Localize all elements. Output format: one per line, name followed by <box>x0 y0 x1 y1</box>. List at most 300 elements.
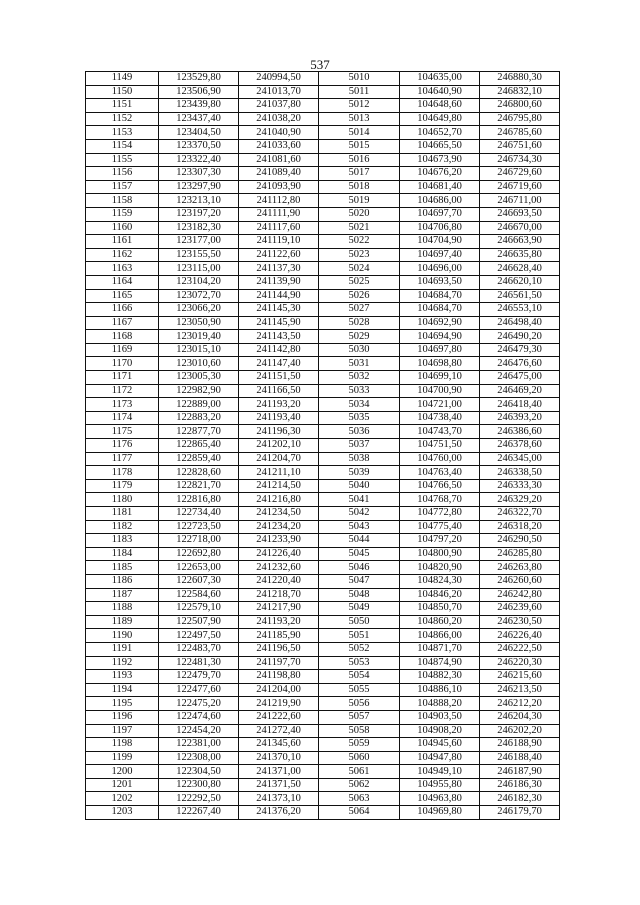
cell-point-number: 1190 <box>86 629 159 643</box>
cell-y-coordinate: 241197,70 <box>239 656 319 670</box>
table-row <box>86 615 560 629</box>
cell-y-coordinate: 241033,60 <box>239 139 319 153</box>
cell-point-number: 1199 <box>86 751 159 765</box>
table-row <box>86 126 560 140</box>
cell-y-coordinate-2: 246378,60 <box>480 439 560 453</box>
cell-point-number-2: 5035 <box>319 411 400 425</box>
cell-x-coordinate: 123322,40 <box>159 153 239 167</box>
table-row <box>86 275 560 289</box>
cell-point-number: 1189 <box>86 615 159 629</box>
cell-x-coordinate-2: 104648,60 <box>400 99 480 113</box>
table-row <box>86 629 560 643</box>
cell-x-coordinate-2: 104696,00 <box>400 262 480 276</box>
cell-x-coordinate-2: 104676,20 <box>400 167 480 181</box>
cell-y-coordinate: 241166,50 <box>239 384 319 398</box>
table-row <box>86 588 560 602</box>
cell-y-coordinate-2: 246418,40 <box>480 398 560 412</box>
cell-x-coordinate: 123015,10 <box>159 343 239 357</box>
cell-point-number: 1170 <box>86 357 159 371</box>
cell-point-number: 1172 <box>86 384 159 398</box>
cell-y-coordinate-2: 246260,60 <box>480 574 560 588</box>
cell-x-coordinate-2: 104704,90 <box>400 235 480 249</box>
table-row <box>86 765 560 779</box>
cell-point-number-2: 5063 <box>319 792 400 806</box>
cell-point-number: 1168 <box>86 330 159 344</box>
cell-x-coordinate: 122828,60 <box>159 466 239 480</box>
cell-y-coordinate-2: 246187,90 <box>480 765 560 779</box>
cell-point-number: 1162 <box>86 248 159 262</box>
cell-x-coordinate: 122859,40 <box>159 452 239 466</box>
cell-x-coordinate-2: 104850,70 <box>400 602 480 616</box>
table-row <box>86 724 560 738</box>
table-row <box>86 99 560 113</box>
cell-x-coordinate-2: 104665,50 <box>400 139 480 153</box>
cell-point-number-2: 5042 <box>319 507 400 521</box>
cell-x-coordinate-2: 104673,90 <box>400 153 480 167</box>
cell-y-coordinate: 241196,50 <box>239 642 319 656</box>
cell-x-coordinate: 122579,10 <box>159 602 239 616</box>
cell-point-number-2: 5022 <box>319 235 400 249</box>
coordinates-table-body <box>86 72 560 820</box>
cell-x-coordinate-2: 104860,20 <box>400 615 480 629</box>
cell-y-coordinate-2: 246188,90 <box>480 738 560 752</box>
cell-x-coordinate-2: 104684,70 <box>400 289 480 303</box>
table-row <box>86 330 560 344</box>
cell-y-coordinate: 241370,10 <box>239 751 319 765</box>
table-row <box>86 642 560 656</box>
cell-y-coordinate: 241216,80 <box>239 493 319 507</box>
cell-y-coordinate-2: 246719,60 <box>480 180 560 194</box>
cell-y-coordinate-2: 246338,50 <box>480 466 560 480</box>
cell-y-coordinate-2: 246333,30 <box>480 479 560 493</box>
cell-x-coordinate-2: 104681,40 <box>400 180 480 194</box>
cell-y-coordinate-2: 246751,60 <box>480 139 560 153</box>
cell-point-number: 1151 <box>86 99 159 113</box>
cell-y-coordinate-2: 246729,60 <box>480 167 560 181</box>
cell-y-coordinate-2: 246498,40 <box>480 316 560 330</box>
cell-x-coordinate-2: 104692,90 <box>400 316 480 330</box>
table-row <box>86 507 560 521</box>
table-row <box>86 371 560 385</box>
cell-y-coordinate: 241371,00 <box>239 765 319 779</box>
cell-x-coordinate: 123213,10 <box>159 194 239 208</box>
cell-y-coordinate-2: 246795,80 <box>480 112 560 126</box>
cell-x-coordinate-2: 104694,90 <box>400 330 480 344</box>
cell-x-coordinate: 122821,70 <box>159 479 239 493</box>
cell-x-coordinate: 123155,50 <box>159 248 239 262</box>
cell-x-coordinate-2: 104697,80 <box>400 343 480 357</box>
cell-x-coordinate: 122475,20 <box>159 697 239 711</box>
cell-y-coordinate-2: 246188,40 <box>480 751 560 765</box>
cell-point-number-2: 5014 <box>319 126 400 140</box>
table-row <box>86 574 560 588</box>
table-row <box>86 207 560 221</box>
cell-point-number-2: 5044 <box>319 534 400 548</box>
cell-point-number-2: 5017 <box>319 167 400 181</box>
table-row <box>86 806 560 820</box>
cell-x-coordinate: 123115,00 <box>159 262 239 276</box>
cell-point-number-2: 5050 <box>319 615 400 629</box>
cell-point-number: 1166 <box>86 303 159 317</box>
table-row <box>86 180 560 194</box>
cell-y-coordinate: 241185,90 <box>239 629 319 643</box>
cell-y-coordinate-2: 246230,50 <box>480 615 560 629</box>
cell-x-coordinate-2: 104698,80 <box>400 357 480 371</box>
cell-y-coordinate: 241226,40 <box>239 547 319 561</box>
cell-point-number-2: 5015 <box>319 139 400 153</box>
cell-x-coordinate: 122982,90 <box>159 384 239 398</box>
cell-y-coordinate-2: 246290,50 <box>480 534 560 548</box>
cell-y-coordinate: 241217,90 <box>239 602 319 616</box>
cell-x-coordinate-2: 104751,50 <box>400 439 480 453</box>
cell-x-coordinate: 123529,80 <box>159 72 239 86</box>
cell-x-coordinate: 122816,80 <box>159 493 239 507</box>
cell-y-coordinate-2: 246322,70 <box>480 507 560 521</box>
cell-point-number: 1175 <box>86 425 159 439</box>
cell-point-number-2: 5057 <box>319 710 400 724</box>
cell-point-number-2: 5025 <box>319 275 400 289</box>
cell-y-coordinate: 241371,50 <box>239 778 319 792</box>
cell-point-number: 1150 <box>86 85 159 99</box>
cell-point-number: 1173 <box>86 398 159 412</box>
table-row <box>86 221 560 235</box>
cell-y-coordinate: 241220,40 <box>239 574 319 588</box>
cell-x-coordinate: 122865,40 <box>159 439 239 453</box>
cell-x-coordinate-2: 104866,00 <box>400 629 480 643</box>
cell-x-coordinate: 122607,30 <box>159 574 239 588</box>
cell-x-coordinate: 122292,50 <box>159 792 239 806</box>
cell-x-coordinate: 122497,50 <box>159 629 239 643</box>
cell-y-coordinate: 241142,80 <box>239 343 319 357</box>
cell-x-coordinate: 123182,30 <box>159 221 239 235</box>
cell-x-coordinate-2: 104640,90 <box>400 85 480 99</box>
cell-x-coordinate-2: 104760,00 <box>400 452 480 466</box>
cell-x-coordinate: 122692,80 <box>159 547 239 561</box>
table-row <box>86 493 560 507</box>
table-row <box>86 738 560 752</box>
table-row <box>86 452 560 466</box>
cell-y-coordinate-2: 246204,30 <box>480 710 560 724</box>
cell-point-number-2: 5045 <box>319 547 400 561</box>
cell-x-coordinate-2: 104969,80 <box>400 806 480 820</box>
cell-x-coordinate-2: 104882,30 <box>400 670 480 684</box>
cell-y-coordinate: 241144,90 <box>239 289 319 303</box>
cell-y-coordinate-2: 246222,50 <box>480 642 560 656</box>
cell-x-coordinate-2: 104903,50 <box>400 710 480 724</box>
cell-point-number-2: 5049 <box>319 602 400 616</box>
cell-x-coordinate: 122304,50 <box>159 765 239 779</box>
cell-point-number: 1156 <box>86 167 159 181</box>
cell-y-coordinate-2: 246635,80 <box>480 248 560 262</box>
cell-point-number-2: 5033 <box>319 384 400 398</box>
cell-point-number: 1182 <box>86 520 159 534</box>
cell-point-number-2: 5020 <box>319 207 400 221</box>
table-row <box>86 262 560 276</box>
cell-x-coordinate: 123307,30 <box>159 167 239 181</box>
table-row <box>86 778 560 792</box>
cell-x-coordinate-2: 104888,20 <box>400 697 480 711</box>
cell-y-coordinate-2: 246393,20 <box>480 411 560 425</box>
cell-x-coordinate: 122477,60 <box>159 683 239 697</box>
cell-point-number: 1196 <box>86 710 159 724</box>
cell-x-coordinate: 122267,40 <box>159 806 239 820</box>
cell-y-coordinate: 241272,40 <box>239 724 319 738</box>
table-row <box>86 289 560 303</box>
table-row <box>86 710 560 724</box>
cell-x-coordinate: 122300,80 <box>159 778 239 792</box>
cell-point-number: 1160 <box>86 221 159 235</box>
cell-y-coordinate-2: 246179,70 <box>480 806 560 820</box>
cell-x-coordinate-2: 104697,40 <box>400 248 480 262</box>
cell-point-number-2: 5061 <box>319 765 400 779</box>
table-row <box>86 398 560 412</box>
cell-point-number-2: 5012 <box>319 99 400 113</box>
cell-y-coordinate-2: 246734,30 <box>480 153 560 167</box>
cell-y-coordinate-2: 246832,10 <box>480 85 560 99</box>
cell-y-coordinate-2: 246561,50 <box>480 289 560 303</box>
table-row <box>86 466 560 480</box>
cell-point-number-2: 5053 <box>319 656 400 670</box>
cell-x-coordinate-2: 104738,40 <box>400 411 480 425</box>
cell-y-coordinate: 241373,10 <box>239 792 319 806</box>
cell-point-number: 1167 <box>86 316 159 330</box>
cell-point-number: 1158 <box>86 194 159 208</box>
cell-y-coordinate: 241211,10 <box>239 466 319 480</box>
cell-y-coordinate: 241234,50 <box>239 507 319 521</box>
cell-point-number: 1198 <box>86 738 159 752</box>
cell-x-coordinate: 122723,50 <box>159 520 239 534</box>
cell-point-number-2: 5026 <box>319 289 400 303</box>
page-number: 537 <box>310 57 330 72</box>
cell-point-number-2: 5043 <box>319 520 400 534</box>
cell-x-coordinate: 123072,70 <box>159 289 239 303</box>
cell-y-coordinate: 241204,70 <box>239 452 319 466</box>
cell-x-coordinate: 123506,90 <box>159 85 239 99</box>
cell-x-coordinate: 122474,60 <box>159 710 239 724</box>
cell-y-coordinate-2: 246711,00 <box>480 194 560 208</box>
table-row <box>86 411 560 425</box>
cell-y-coordinate: 241202,10 <box>239 439 319 453</box>
cell-x-coordinate-2: 104820,90 <box>400 561 480 575</box>
cell-point-number: 1155 <box>86 153 159 167</box>
cell-x-coordinate-2: 104963,80 <box>400 792 480 806</box>
cell-x-coordinate: 123404,50 <box>159 126 239 140</box>
cell-point-number: 1152 <box>86 112 159 126</box>
cell-x-coordinate-2: 104721,00 <box>400 398 480 412</box>
cell-y-coordinate-2: 246329,20 <box>480 493 560 507</box>
cell-y-coordinate-2: 246318,20 <box>480 520 560 534</box>
cell-x-coordinate: 122718,00 <box>159 534 239 548</box>
cell-x-coordinate: 122584,60 <box>159 588 239 602</box>
cell-point-number: 1202 <box>86 792 159 806</box>
cell-y-coordinate: 241198,80 <box>239 670 319 684</box>
cell-point-number-2: 5023 <box>319 248 400 262</box>
cell-y-coordinate-2: 246220,30 <box>480 656 560 670</box>
cell-point-number-2: 5051 <box>319 629 400 643</box>
cell-y-coordinate: 241193,20 <box>239 615 319 629</box>
cell-y-coordinate: 241193,20 <box>239 398 319 412</box>
cell-y-coordinate: 241151,50 <box>239 371 319 385</box>
table-row <box>86 520 560 534</box>
cell-x-coordinate-2: 104763,40 <box>400 466 480 480</box>
cell-point-number: 1191 <box>86 642 159 656</box>
cell-y-coordinate: 240994,50 <box>239 72 319 86</box>
cell-x-coordinate: 122481,30 <box>159 656 239 670</box>
cell-x-coordinate-2: 104693,50 <box>400 275 480 289</box>
cell-y-coordinate-2: 246285,80 <box>480 547 560 561</box>
cell-x-coordinate: 122507,90 <box>159 615 239 629</box>
cell-point-number: 1171 <box>86 371 159 385</box>
cell-x-coordinate-2: 104635,00 <box>400 72 480 86</box>
cell-y-coordinate-2: 246490,20 <box>480 330 560 344</box>
table-row <box>86 534 560 548</box>
cell-y-coordinate: 241145,30 <box>239 303 319 317</box>
cell-point-number-2: 5021 <box>319 221 400 235</box>
cell-point-number: 1197 <box>86 724 159 738</box>
cell-point-number: 1200 <box>86 765 159 779</box>
cell-point-number-2: 5018 <box>319 180 400 194</box>
cell-point-number-2: 5010 <box>319 72 400 86</box>
table-row <box>86 602 560 616</box>
cell-point-number-2: 5040 <box>319 479 400 493</box>
cell-x-coordinate: 123370,50 <box>159 139 239 153</box>
cell-point-number-2: 5027 <box>319 303 400 317</box>
cell-x-coordinate: 122734,40 <box>159 507 239 521</box>
cell-y-coordinate: 241143,50 <box>239 330 319 344</box>
cell-x-coordinate-2: 104766,50 <box>400 479 480 493</box>
cell-x-coordinate-2: 104768,70 <box>400 493 480 507</box>
cell-point-number-2: 5048 <box>319 588 400 602</box>
cell-point-number-2: 5060 <box>319 751 400 765</box>
cell-x-coordinate-2: 104886,10 <box>400 683 480 697</box>
cell-point-number: 1180 <box>86 493 159 507</box>
cell-y-coordinate-2: 246263,80 <box>480 561 560 575</box>
cell-x-coordinate-2: 104874,90 <box>400 656 480 670</box>
cell-x-coordinate: 122889,00 <box>159 398 239 412</box>
cell-point-number-2: 5064 <box>319 806 400 820</box>
cell-point-number-2: 5038 <box>319 452 400 466</box>
cell-x-coordinate: 123005,30 <box>159 371 239 385</box>
cell-x-coordinate: 122454,20 <box>159 724 239 738</box>
cell-y-coordinate: 241119,10 <box>239 235 319 249</box>
cell-y-coordinate: 241111,90 <box>239 207 319 221</box>
cell-y-coordinate-2: 246386,60 <box>480 425 560 439</box>
cell-y-coordinate: 241214,50 <box>239 479 319 493</box>
cell-x-coordinate: 123010,60 <box>159 357 239 371</box>
cell-y-coordinate-2: 246620,10 <box>480 275 560 289</box>
table-row <box>86 316 560 330</box>
cell-x-coordinate-2: 104652,70 <box>400 126 480 140</box>
cell-point-number: 1185 <box>86 561 159 575</box>
table-row <box>86 683 560 697</box>
cell-x-coordinate-2: 104649,80 <box>400 112 480 126</box>
table-row <box>86 167 560 181</box>
cell-y-coordinate: 241222,60 <box>239 710 319 724</box>
cell-y-coordinate-2: 246663,90 <box>480 235 560 249</box>
cell-x-coordinate: 122479,70 <box>159 670 239 684</box>
cell-point-number-2: 5055 <box>319 683 400 697</box>
cell-x-coordinate-2: 104684,70 <box>400 303 480 317</box>
cell-y-coordinate: 241234,20 <box>239 520 319 534</box>
cell-x-coordinate-2: 104700,90 <box>400 384 480 398</box>
cell-x-coordinate-2: 104908,20 <box>400 724 480 738</box>
cell-point-number-2: 5056 <box>319 697 400 711</box>
cell-point-number: 1203 <box>86 806 159 820</box>
cell-y-coordinate: 241137,30 <box>239 262 319 276</box>
cell-x-coordinate-2: 104797,20 <box>400 534 480 548</box>
cell-x-coordinate-2: 104706,80 <box>400 221 480 235</box>
cell-point-number: 1157 <box>86 180 159 194</box>
cell-x-coordinate-2: 104846,20 <box>400 588 480 602</box>
table-row <box>86 72 560 86</box>
cell-point-number: 1177 <box>86 452 159 466</box>
cell-point-number: 1201 <box>86 778 159 792</box>
cell-point-number: 1195 <box>86 697 159 711</box>
cell-x-coordinate: 123297,90 <box>159 180 239 194</box>
cell-point-number-2: 5024 <box>319 262 400 276</box>
cell-y-coordinate-2: 246475,00 <box>480 371 560 385</box>
cell-point-number-2: 5030 <box>319 343 400 357</box>
cell-y-coordinate: 241139,90 <box>239 275 319 289</box>
cell-point-number: 1181 <box>86 507 159 521</box>
table-row <box>86 303 560 317</box>
cell-point-number: 1193 <box>86 670 159 684</box>
cell-y-coordinate-2: 246479,30 <box>480 343 560 357</box>
cell-y-coordinate-2: 246213,50 <box>480 683 560 697</box>
table-row <box>86 547 560 561</box>
cell-y-coordinate-2: 246212,20 <box>480 697 560 711</box>
table-row <box>86 479 560 493</box>
cell-y-coordinate-2: 246239,60 <box>480 602 560 616</box>
cell-point-number: 1163 <box>86 262 159 276</box>
cell-y-coordinate-2: 246693,50 <box>480 207 560 221</box>
cell-point-number-2: 5039 <box>319 466 400 480</box>
cell-point-number-2: 5037 <box>319 439 400 453</box>
cell-x-coordinate-2: 104697,70 <box>400 207 480 221</box>
cell-point-number: 1192 <box>86 656 159 670</box>
cell-y-coordinate: 241040,90 <box>239 126 319 140</box>
cell-x-coordinate-2: 104800,90 <box>400 547 480 561</box>
cell-y-coordinate-2: 246785,60 <box>480 126 560 140</box>
cell-x-coordinate: 122883,20 <box>159 411 239 425</box>
cell-point-number: 1186 <box>86 574 159 588</box>
cell-point-number-2: 5052 <box>319 642 400 656</box>
cell-point-number: 1178 <box>86 466 159 480</box>
table-row <box>86 248 560 262</box>
cell-y-coordinate: 241219,90 <box>239 697 319 711</box>
table-row <box>86 697 560 711</box>
cell-point-number-2: 5046 <box>319 561 400 575</box>
cell-point-number-2: 5036 <box>319 425 400 439</box>
cell-x-coordinate-2: 104772,80 <box>400 507 480 521</box>
cell-x-coordinate: 122877,70 <box>159 425 239 439</box>
cell-y-coordinate-2: 246186,30 <box>480 778 560 792</box>
table-row <box>86 153 560 167</box>
cell-x-coordinate: 123066,20 <box>159 303 239 317</box>
cell-point-number-2: 5013 <box>319 112 400 126</box>
cell-point-number: 1187 <box>86 588 159 602</box>
cell-x-coordinate: 123177,00 <box>159 235 239 249</box>
cell-point-number-2: 5041 <box>319 493 400 507</box>
table-row <box>86 670 560 684</box>
cell-y-coordinate: 241089,40 <box>239 167 319 181</box>
cell-point-number: 1153 <box>86 126 159 140</box>
cell-x-coordinate-2: 104699,10 <box>400 371 480 385</box>
cell-y-coordinate-2: 246215,60 <box>480 670 560 684</box>
cell-point-number-2: 5019 <box>319 194 400 208</box>
cell-point-number-2: 5047 <box>319 574 400 588</box>
coordinates-table <box>85 71 560 820</box>
